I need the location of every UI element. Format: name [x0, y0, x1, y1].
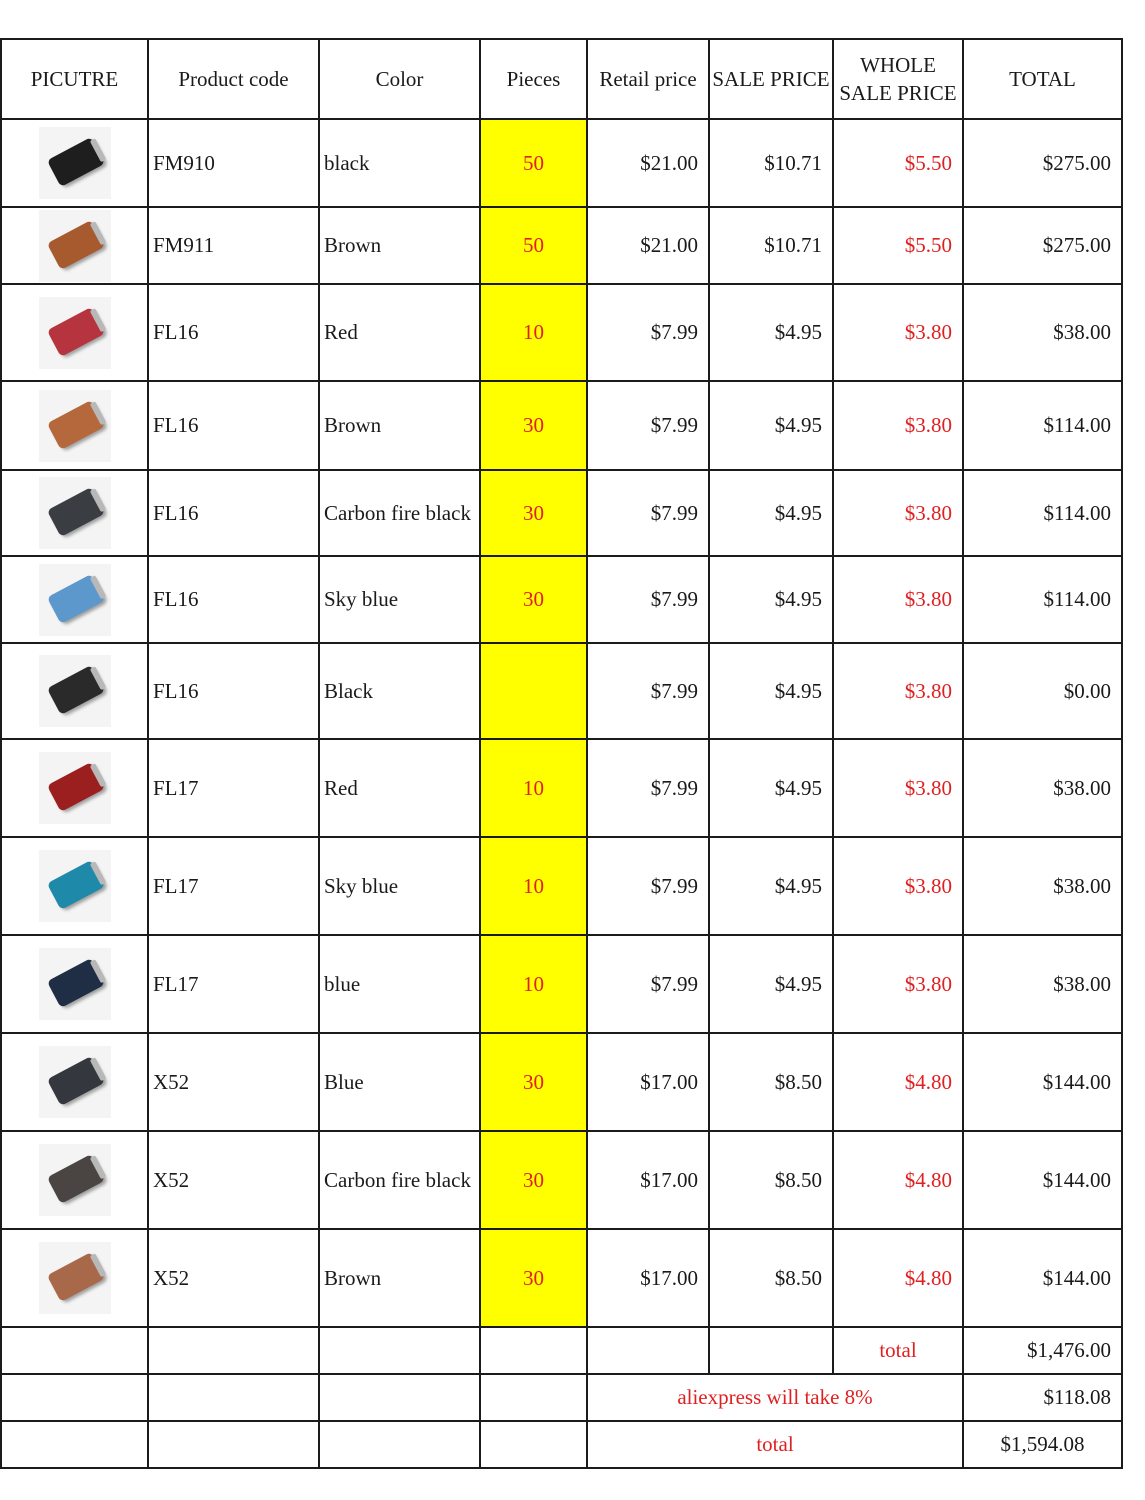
wholesale-price-cell: $3.80: [833, 284, 963, 381]
retail-price-cell: $7.99: [587, 935, 709, 1033]
fee-value: $118.08: [963, 1374, 1122, 1421]
picture-cell: [1, 1229, 148, 1327]
sale-price-cell: $4.95: [709, 837, 833, 935]
wholesale-price-cell: $3.80: [833, 381, 963, 470]
pieces-cell: 30: [480, 1131, 587, 1229]
order-table: [0, 38, 1123, 1469]
sale-price-cell: $8.50: [709, 1131, 833, 1229]
header-sale-price: SALE PRICE: [709, 39, 833, 119]
total-cell: $38.00: [963, 739, 1122, 837]
total-cell: $144.00: [963, 1131, 1122, 1229]
table-row: [1, 284, 1122, 381]
wholesale-price-cell: $5.50: [833, 207, 963, 284]
product-code-cell: X52: [148, 1131, 319, 1229]
product-code-cell: FL16: [148, 381, 319, 470]
subtotal-row: [1, 1327, 1122, 1374]
color-cell: blue: [319, 935, 480, 1033]
color-cell: Red: [319, 739, 480, 837]
total-cell: $0.00: [963, 643, 1122, 739]
total-cell: $275.00: [963, 119, 1122, 207]
table-row: [1, 470, 1122, 556]
empty-cell: [480, 1374, 587, 1421]
picture-cell: [1, 284, 148, 381]
sale-price-cell: $4.95: [709, 643, 833, 739]
header-product-code: Product code: [148, 39, 319, 119]
retail-price-cell: $7.99: [587, 643, 709, 739]
total-cell: $144.00: [963, 1033, 1122, 1131]
wholesale-price-cell: $3.80: [833, 935, 963, 1033]
wholesale-price-cell: $4.80: [833, 1033, 963, 1131]
grand-total-label: total: [587, 1421, 963, 1468]
retail-price-cell: $21.00: [587, 119, 709, 207]
wholesale-price-cell: $4.80: [833, 1229, 963, 1327]
wholesale-price-cell: $4.80: [833, 1131, 963, 1229]
pieces-cell: 30: [480, 470, 587, 556]
total-cell: $275.00: [963, 207, 1122, 284]
retail-price-cell: $7.99: [587, 556, 709, 643]
table-row: [1, 1033, 1122, 1131]
brown-card-wallet-thumbnail: [39, 390, 111, 462]
black-card-wallet-thumbnail: [39, 127, 111, 199]
picture-cell: [1, 935, 148, 1033]
empty-cell: [480, 1327, 587, 1374]
pieces-cell: 30: [480, 1229, 587, 1327]
sale-price-cell: $10.71: [709, 207, 833, 284]
picture-cell: [1, 837, 148, 935]
header-total: TOTAL: [963, 39, 1122, 119]
color-cell: Carbon fire black: [319, 1131, 480, 1229]
picture-cell: [1, 1033, 148, 1131]
empty-cell: [148, 1327, 319, 1374]
retail-price-cell: $7.99: [587, 739, 709, 837]
empty-cell: [319, 1421, 480, 1468]
empty-cell: [709, 1327, 833, 1374]
table-row: [1, 1131, 1122, 1229]
retail-price-cell: $17.00: [587, 1229, 709, 1327]
wholesale-price-cell: $3.80: [833, 556, 963, 643]
blue-card-wallet-thumbnail: [39, 1046, 111, 1118]
wallet-shape: [46, 1154, 104, 1204]
table-row: [1, 1229, 1122, 1327]
retail-price-cell: $7.99: [587, 470, 709, 556]
product-code-cell: FL16: [148, 284, 319, 381]
sale-price-cell: $4.95: [709, 470, 833, 556]
product-code-cell: X52: [148, 1033, 319, 1131]
empty-cell: [1, 1374, 148, 1421]
total-cell: $144.00: [963, 1229, 1122, 1327]
empty-cell: [148, 1421, 319, 1468]
empty-cell: [480, 1421, 587, 1468]
wholesale-price-cell: $3.80: [833, 643, 963, 739]
color-cell: Black: [319, 643, 480, 739]
wholesale-price-cell: $3.80: [833, 837, 963, 935]
navy-card-wallet-thumbnail: [39, 948, 111, 1020]
table-row: [1, 556, 1122, 643]
fee-row: [1, 1374, 1122, 1421]
picture-cell: [1, 1131, 148, 1229]
table-row: [1, 207, 1122, 284]
picture-cell: [1, 381, 148, 470]
wholesale-price-cell: $3.80: [833, 739, 963, 837]
brown-card-wallet-thumbnail: [39, 1242, 111, 1314]
wholesale-price-cell: $5.50: [833, 119, 963, 207]
pieces-cell: 50: [480, 207, 587, 284]
grand-total-value: $1,594.08: [963, 1421, 1122, 1468]
header-retail-price: Retail price: [587, 39, 709, 119]
wallet-shape: [46, 137, 104, 187]
wallet-shape: [46, 665, 104, 715]
wallet-shape: [46, 1252, 104, 1302]
empty-cell: [587, 1327, 709, 1374]
color-cell: Sky blue: [319, 556, 480, 643]
table-row: [1, 381, 1122, 470]
product-code-cell: X52: [148, 1229, 319, 1327]
total-cell: $38.00: [963, 935, 1122, 1033]
sale-price-cell: $10.71: [709, 119, 833, 207]
wallet-shape: [46, 1056, 104, 1106]
color-cell: Red: [319, 284, 480, 381]
sale-price-cell: $8.50: [709, 1229, 833, 1327]
picture-cell: [1, 470, 148, 556]
sky-blue-card-wallet-thumbnail: [39, 850, 111, 922]
header-color: Color: [319, 39, 480, 119]
wallet-shape: [46, 220, 104, 270]
product-code-cell: FL17: [148, 739, 319, 837]
picture-cell: [1, 643, 148, 739]
table-row: [1, 837, 1122, 935]
retail-price-cell: $17.00: [587, 1131, 709, 1229]
retail-price-cell: $7.99: [587, 381, 709, 470]
header-pieces: Pieces: [480, 39, 587, 119]
product-code-cell: FM911: [148, 207, 319, 284]
empty-cell: [319, 1374, 480, 1421]
product-code-cell: FL17: [148, 837, 319, 935]
red-card-wallet-thumbnail: [39, 752, 111, 824]
brown-card-wallet-thumbnail: [39, 210, 111, 282]
picture-cell: [1, 119, 148, 207]
pieces-cell: 30: [480, 381, 587, 470]
grand-total-row: [1, 1421, 1122, 1468]
subtotal-label: total: [833, 1327, 963, 1374]
carbon-card-wallet-thumbnail: [39, 477, 111, 549]
total-cell: $38.00: [963, 284, 1122, 381]
pieces-cell: 10: [480, 284, 587, 381]
picture-cell: [1, 739, 148, 837]
empty-cell: [319, 1327, 480, 1374]
color-cell: Brown: [319, 207, 480, 284]
header-picture: PICUTRE: [1, 39, 148, 119]
product-code-cell: FL16: [148, 643, 319, 739]
table-row: [1, 643, 1122, 739]
color-cell: black: [319, 119, 480, 207]
pieces-cell: 10: [480, 935, 587, 1033]
sale-price-cell: $4.95: [709, 284, 833, 381]
header-wholesale-price: WHOLE SALE PRICE: [833, 39, 963, 119]
empty-cell: [1, 1327, 148, 1374]
total-cell: $114.00: [963, 470, 1122, 556]
table-row: [1, 935, 1122, 1033]
empty-cell: [148, 1374, 319, 1421]
pieces-cell: 30: [480, 1033, 587, 1131]
total-cell: $114.00: [963, 381, 1122, 470]
pieces-cell: 10: [480, 837, 587, 935]
retail-price-cell: $7.99: [587, 284, 709, 381]
sale-price-cell: $4.95: [709, 739, 833, 837]
black-card-wallet-thumbnail: [39, 655, 111, 727]
total-cell: $114.00: [963, 556, 1122, 643]
sky-blue-card-wallet-thumbnail: [39, 564, 111, 636]
color-cell: Blue: [319, 1033, 480, 1131]
product-code-cell: FL16: [148, 470, 319, 556]
carbon-card-wallet-thumbnail: [39, 1144, 111, 1216]
sale-price-cell: $8.50: [709, 1033, 833, 1131]
wallet-shape: [46, 400, 104, 450]
table-row: [1, 119, 1122, 207]
color-cell: Carbon fire black: [319, 470, 480, 556]
wallet-shape: [46, 860, 104, 910]
sale-price-cell: $4.95: [709, 556, 833, 643]
pieces-cell: [480, 643, 587, 739]
empty-cell: [1, 1421, 148, 1468]
retail-price-cell: $17.00: [587, 1033, 709, 1131]
wallet-shape: [46, 487, 104, 537]
pieces-cell: 30: [480, 556, 587, 643]
color-cell: Brown: [319, 381, 480, 470]
wallet-shape: [46, 307, 104, 357]
product-code-cell: FL17: [148, 935, 319, 1033]
wallet-shape: [46, 958, 104, 1008]
color-cell: Brown: [319, 1229, 480, 1327]
pieces-cell: 10: [480, 739, 587, 837]
fee-label: aliexpress will take 8%: [587, 1374, 963, 1421]
wallet-shape: [46, 574, 104, 624]
sale-price-cell: $4.95: [709, 935, 833, 1033]
wholesale-price-cell: $3.80: [833, 470, 963, 556]
sale-price-cell: $4.95: [709, 381, 833, 470]
red-card-wallet-thumbnail: [39, 297, 111, 369]
table-row: [1, 739, 1122, 837]
pieces-cell: 50: [480, 119, 587, 207]
total-cell: $38.00: [963, 837, 1122, 935]
picture-cell: [1, 207, 148, 284]
product-code-cell: FM910: [148, 119, 319, 207]
product-code-cell: FL16: [148, 556, 319, 643]
retail-price-cell: $7.99: [587, 837, 709, 935]
color-cell: Sky blue: [319, 837, 480, 935]
retail-price-cell: $21.00: [587, 207, 709, 284]
subtotal-value: $1,476.00: [963, 1327, 1122, 1374]
header-row: [1, 39, 1122, 119]
wallet-shape: [46, 762, 104, 812]
picture-cell: [1, 556, 148, 643]
